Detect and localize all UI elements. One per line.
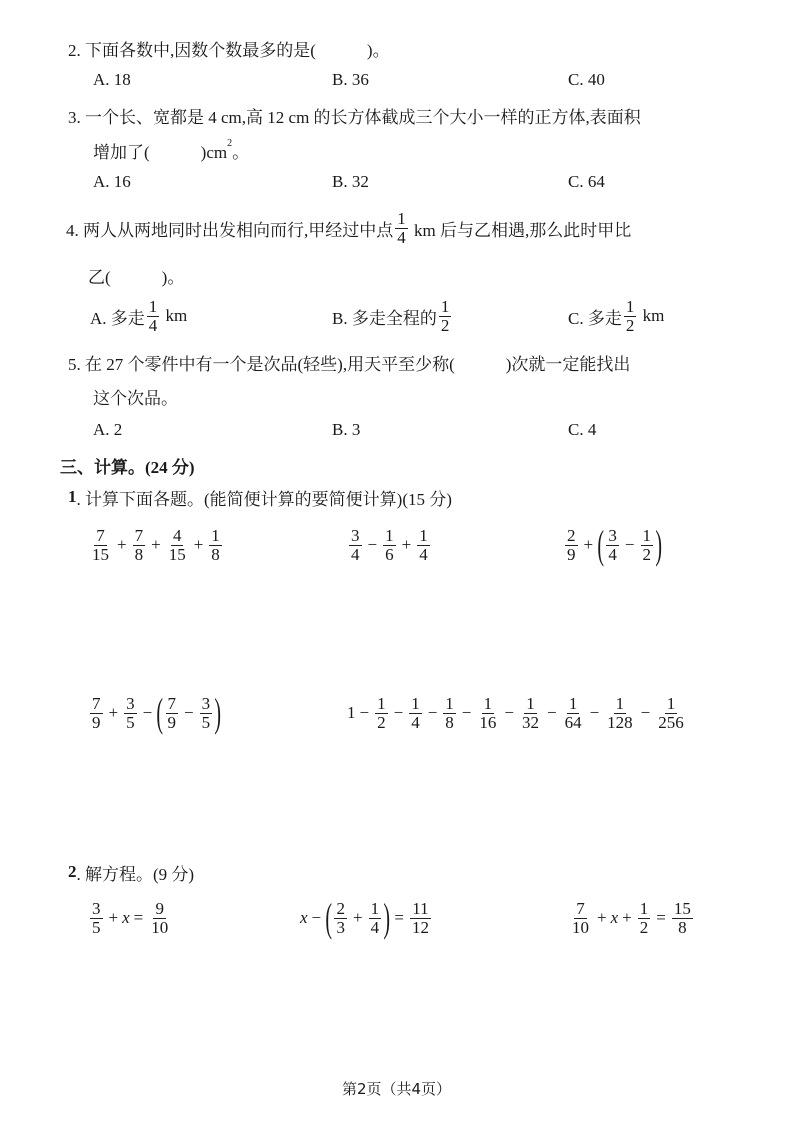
fraction-denominator: 8 (134, 544, 144, 564)
fraction-numerator: 1 (642, 525, 652, 545)
question-2-option-b (332, 60, 369, 100)
operator: − (427, 703, 438, 722)
fraction (641, 527, 654, 564)
text-run: . 解方程。(9 分) (76, 864, 195, 884)
fraction-denominator: 128 (607, 712, 633, 732)
fraction-numerator: 15 (673, 898, 691, 918)
fraction-denominator: 4 (351, 544, 360, 564)
parenthesis: ( (156, 690, 164, 735)
fraction-denominator: 5 (126, 712, 135, 732)
operator: − (640, 703, 651, 722)
calc-expression-5 (347, 693, 688, 733)
fraction-denominator: 15 (92, 544, 109, 564)
fraction (520, 695, 541, 732)
text-run: B. 32 (332, 172, 369, 191)
question-4-option-b (332, 296, 453, 336)
text-run: 5. 在 27 个零件中有一个是次品(轻些),用天平至少称( )次就一定能找出 (68, 354, 631, 374)
operator: + (583, 535, 594, 554)
text-run: A. 16 (93, 172, 131, 191)
fraction (90, 527, 111, 564)
operator: + (151, 535, 161, 554)
question-3-option-b (332, 162, 369, 202)
fraction (563, 695, 584, 732)
fraction (383, 527, 396, 564)
operator: = (394, 908, 404, 927)
text-run: A. 2 (93, 420, 123, 439)
fraction-denominator: 9 (567, 544, 576, 564)
fraction (439, 298, 452, 335)
operator: + (401, 535, 412, 554)
fraction-denominator: 4 (148, 315, 158, 335)
question-4-option-c (568, 296, 664, 336)
fraction-numerator: 3 (92, 898, 101, 918)
operator: = (656, 908, 666, 927)
text-run: C. 40 (568, 70, 605, 89)
question-4-stem-continued (88, 255, 184, 295)
question-4-stem (66, 208, 631, 248)
fraction (638, 900, 651, 937)
fraction-denominator: 10 (572, 917, 589, 937)
fraction-numerator: 4 (172, 525, 182, 545)
fraction-denominator: 2 (377, 712, 386, 732)
operator: − (311, 908, 322, 927)
text-run: . 计算下面各题。(能简便计算的要简便计算)(15 分) (76, 489, 452, 509)
fraction-numerator: 3 (351, 525, 360, 545)
text-run: C. 4 (568, 420, 597, 439)
operator: − (184, 703, 194, 722)
fraction (349, 527, 362, 564)
part-1-heading (68, 477, 452, 517)
text-run: 3. 一个长、宽都是 4 cm,高 12 cm 的长方体截成三个大小一样的正方体,表面积 (68, 107, 641, 127)
fraction-denominator: 8 (445, 712, 454, 732)
question-3-option-c (568, 162, 605, 202)
fraction-numerator: 1 (440, 296, 450, 316)
fraction (209, 527, 222, 564)
fraction (443, 695, 456, 732)
operator: − (367, 535, 378, 554)
text-run: 。 (232, 142, 250, 162)
fraction-denominator: 2 (639, 917, 649, 937)
parenthesis: ) (383, 895, 391, 940)
fraction-denominator: 4 (419, 544, 428, 564)
operator: + (108, 703, 119, 722)
fraction (395, 210, 408, 247)
text-run: km 后与乙相遇,那么此时甲比 (409, 220, 632, 240)
fraction (149, 900, 170, 937)
fraction-denominator: 5 (201, 712, 211, 732)
text-run: 乙( )。 (88, 267, 185, 287)
fraction-denominator: 16 (479, 712, 497, 732)
text-run: B. 36 (332, 70, 369, 89)
fraction-denominator: 4 (608, 544, 617, 564)
fraction-denominator: 5 (92, 917, 101, 937)
operator: − (624, 535, 635, 554)
fraction-numerator: 1 (526, 693, 535, 713)
text-run: A. 18 (93, 70, 131, 89)
variable: x (300, 908, 308, 927)
fraction-denominator: 64 (564, 712, 582, 732)
fraction-denominator: 4 (397, 227, 406, 247)
fraction-numerator: 1 (385, 525, 394, 545)
page-footer: 第2页（共4页） (341, 1080, 452, 1098)
fraction-denominator: 15 (168, 544, 186, 564)
fraction-denominator: 9 (167, 712, 177, 732)
fraction-denominator: 2 (642, 544, 652, 564)
calc-expression-3 (563, 522, 663, 567)
fraction-numerator: 1 (419, 525, 428, 545)
fraction (133, 527, 146, 564)
fraction (334, 900, 347, 937)
calc-expression-1 (88, 525, 224, 565)
fraction-numerator: 1 (483, 693, 493, 713)
operator: − (461, 703, 472, 722)
fraction (570, 900, 591, 937)
fraction (624, 298, 637, 335)
question-3-option-a (93, 162, 131, 202)
text-run: 4. 两人从两地同时出发相向而行,甲经过中点 (66, 220, 394, 240)
calc-expression-4 (88, 690, 222, 735)
text-run: B. 3 (332, 420, 361, 439)
fraction (410, 900, 431, 937)
text-run: 三、计算。(24 分) (60, 457, 195, 477)
fraction-numerator: 1 (445, 693, 454, 713)
fraction-denominator: 8 (678, 917, 687, 937)
fraction (656, 695, 686, 732)
fraction (166, 695, 179, 732)
superscript: 2 (227, 137, 233, 149)
fraction-denominator: 32 (521, 712, 539, 732)
fraction-denominator: 9 (92, 712, 101, 732)
fraction-denominator: 2 (625, 315, 635, 335)
question-2-option-c (568, 60, 605, 100)
fraction (672, 900, 693, 937)
fraction (417, 527, 430, 564)
fraction-denominator: 10 (151, 917, 169, 937)
equation-2 (300, 895, 433, 940)
parenthesis: ) (655, 522, 663, 567)
fraction-denominator: 6 (385, 544, 394, 564)
fraction-numerator: 1 (411, 693, 420, 713)
fraction (409, 695, 422, 732)
question-3-stem (68, 95, 641, 135)
text-run: 2. 下面各数中,因数个数最多的是( )。 (68, 40, 390, 60)
fraction-numerator: 3 (608, 525, 617, 545)
question-5-option-b (332, 410, 360, 450)
question-2-option-a (93, 60, 131, 100)
operator: + (117, 535, 127, 554)
fraction-numerator: 7 (576, 898, 585, 918)
question-5-option-a (93, 410, 122, 450)
text-run: 增加了( )cm (93, 142, 228, 162)
fraction-numerator: 1 (397, 208, 406, 228)
fraction-numerator: 1 (639, 898, 649, 918)
fraction (565, 527, 578, 564)
variable: x (122, 908, 130, 927)
fraction-denominator: 8 (211, 544, 220, 564)
operator: − (546, 703, 557, 722)
operator: − (504, 703, 514, 722)
fraction-numerator: 1 (615, 693, 625, 713)
operator: + (597, 908, 607, 927)
fraction-numerator: 3 (201, 693, 211, 713)
fraction-numerator: 1 (625, 296, 635, 316)
part-2-heading (68, 852, 194, 892)
fraction (200, 695, 213, 732)
parenthesis: ) (214, 690, 222, 735)
fraction-numerator: 7 (167, 693, 177, 713)
fraction (124, 695, 137, 732)
operator: + (352, 908, 363, 927)
operator: + (622, 908, 632, 927)
fraction (90, 900, 103, 937)
fraction-numerator: 3 (126, 693, 135, 713)
text-run: km (638, 306, 665, 325)
fraction-numerator: 1 (148, 296, 158, 316)
fraction-numerator: 9 (155, 898, 164, 918)
fraction (605, 695, 635, 732)
fraction-numerator: 1 (666, 693, 676, 713)
calc-expression-2 (347, 525, 432, 565)
fraction (606, 527, 619, 564)
fraction (167, 527, 188, 564)
fraction-numerator: 1 (370, 898, 380, 918)
fraction-denominator: 4 (411, 712, 420, 732)
fraction (369, 900, 382, 937)
fraction-denominator: 12 (411, 917, 429, 937)
fraction-denominator: 2 (440, 315, 450, 335)
parenthesis: ( (597, 522, 605, 567)
fraction-numerator: 1 (568, 693, 578, 713)
operator: + (108, 908, 119, 927)
fraction-numerator: 7 (134, 525, 144, 545)
operator: − (359, 703, 370, 722)
question-4-option-a (90, 296, 187, 336)
fraction-numerator: 7 (96, 525, 105, 545)
equation-1 (88, 898, 172, 938)
variable: x (610, 908, 619, 927)
text-run: C. 64 (568, 172, 605, 191)
fraction-numerator: 1 (377, 693, 386, 713)
text-run: 2 (68, 862, 77, 881)
fraction-numerator: 2 (567, 525, 576, 545)
fraction-denominator: 3 (336, 917, 345, 937)
text-run: C. 多走 (568, 308, 622, 328)
operator: − (393, 703, 404, 722)
text-run: km (161, 306, 188, 325)
text-run: A. 多走 (90, 308, 145, 328)
operator: − (589, 703, 600, 722)
text-run: B. 多走全程的 (332, 308, 437, 328)
text-run: 1 (68, 487, 77, 506)
fraction (477, 695, 498, 732)
text-run: 这个次品。 (93, 388, 178, 408)
text-run: 1 (347, 703, 356, 722)
fraction-denominator: 256 (658, 712, 684, 732)
parenthesis: ( (325, 895, 333, 940)
fraction (90, 695, 103, 732)
fraction-numerator: 11 (412, 898, 429, 918)
fraction (147, 298, 160, 335)
question-5-option-c (568, 410, 596, 450)
equation-3 (568, 898, 695, 938)
fraction-denominator: 4 (370, 917, 380, 937)
operator: = (133, 908, 144, 927)
fraction-numerator: 7 (92, 693, 101, 713)
operator: − (142, 703, 153, 722)
operator: + (193, 535, 204, 554)
fraction-numerator: 2 (336, 898, 345, 918)
fraction-numerator: 1 (211, 525, 220, 545)
fraction (375, 695, 388, 732)
